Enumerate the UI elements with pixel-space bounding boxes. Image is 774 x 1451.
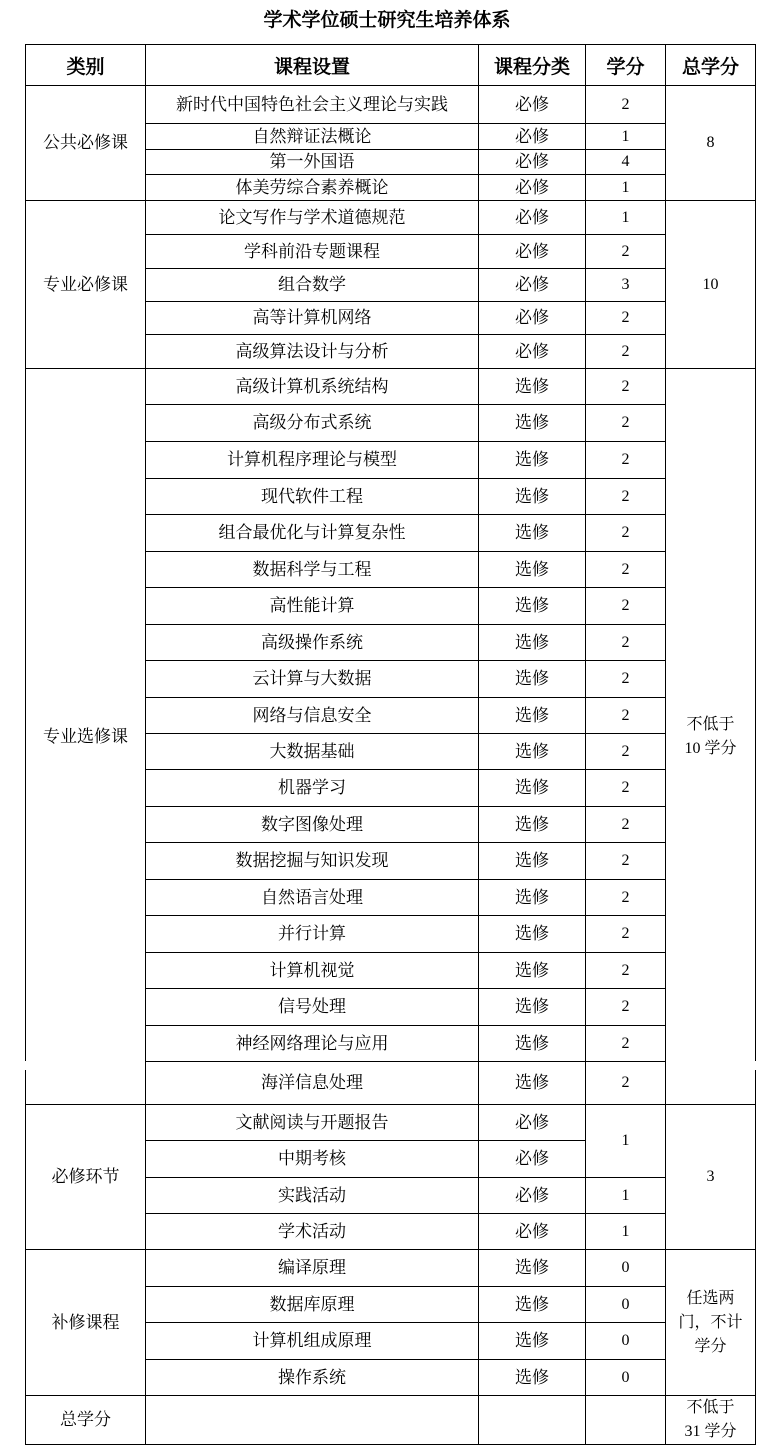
course-type (478, 1322, 586, 1360)
course-credit (585, 1104, 666, 1178)
category-major-elective (25, 368, 146, 1105)
course-credit-text: 2 (621, 706, 630, 724)
footer-credit (585, 1395, 666, 1445)
category-public (25, 85, 146, 201)
course-credit (585, 1359, 666, 1396)
course-name-text: 网络与信息安全 (252, 705, 372, 726)
course-credit (585, 697, 666, 734)
course-type (478, 85, 586, 124)
header-total-text: 总学分 (681, 55, 739, 78)
course-credit-text: 0 (621, 1295, 630, 1313)
category-required-links-text: 必修环节 (51, 1167, 120, 1187)
course-type (478, 551, 586, 588)
course-credit-text: 0 (621, 1368, 630, 1386)
course-type-text: 选修 (515, 559, 549, 580)
course-credit (585, 842, 666, 880)
course-name (145, 301, 479, 335)
course-type (478, 587, 586, 625)
course-credit (585, 268, 666, 302)
course-type-text: 选修 (515, 669, 549, 689)
course-name-text: 海洋信息处理 (261, 1073, 363, 1093)
course-type-text: 必修 (515, 308, 549, 328)
category-makeup-text: 补修课程 (51, 1312, 120, 1333)
course-type-text: 必修 (515, 1185, 549, 1206)
course-credit-text: 2 (621, 1034, 630, 1052)
group-total-major-required-text: 10 (702, 275, 719, 293)
group-total-required-links (665, 1104, 756, 1250)
course-credit-text: 1 (621, 208, 630, 226)
course-name (145, 123, 479, 150)
course-credit-text: 2 (621, 560, 630, 578)
header-type-text: 课程分类 (493, 55, 570, 78)
course-name (145, 842, 479, 880)
course-name (145, 268, 479, 302)
course-name-text: 体美劳综合素养概论 (235, 177, 389, 198)
course-type-text: 选修 (515, 851, 549, 871)
course-name-text: 信号处理 (278, 997, 346, 1017)
course-credit (585, 1025, 666, 1062)
course-name (145, 1213, 479, 1250)
course-type-text: 选修 (515, 887, 549, 908)
course-type-text: 必修 (515, 1221, 549, 1242)
course-credit-text: 1 (621, 127, 630, 145)
course-type-text: 选修 (515, 997, 549, 1017)
course-name-text: 实践活动 (278, 1185, 346, 1206)
course-credit (585, 301, 666, 335)
footer-category (25, 1395, 146, 1445)
course-name (145, 879, 479, 916)
course-credit-text: 2 (621, 961, 630, 979)
course-type-text: 选修 (515, 741, 549, 762)
course-credit-text: 2 (621, 597, 630, 614)
category-major-required (25, 200, 146, 369)
course-name (145, 514, 479, 552)
course-credit-text: 1 (621, 1132, 630, 1149)
course-type-text: 必修 (515, 241, 549, 262)
course-credit-text: 1 (621, 178, 630, 196)
course-name-text: 自然语言处理 (261, 887, 363, 908)
footer-total (665, 1395, 756, 1445)
course-name (145, 806, 479, 843)
course-credit-text: 2 (621, 95, 630, 113)
category-major-required-text: 专业必修课 (43, 274, 128, 295)
course-name (145, 1286, 479, 1323)
course-name (145, 368, 479, 405)
group-total-public-text: 8 (706, 134, 715, 151)
course-type (478, 334, 586, 369)
course-credit (585, 769, 666, 807)
course-name (145, 1249, 479, 1287)
course-type-text: 选修 (515, 1033, 549, 1054)
course-type-text: 必修 (515, 126, 549, 147)
course-credit (585, 1213, 666, 1250)
course-type (478, 879, 586, 916)
course-type-text: 选修 (515, 523, 549, 543)
course-name-text: 数据挖掘与知识发现 (235, 851, 389, 871)
course-name (145, 1177, 479, 1214)
course-type-text: 选修 (515, 924, 549, 944)
course-name (145, 952, 479, 989)
page-break-gap (751, 1061, 757, 1070)
course-name (145, 1359, 479, 1396)
course-credit-text: 2 (621, 377, 630, 395)
course-name-text: 高级算法设计与分析 (235, 341, 389, 362)
course-type-text: 选修 (515, 1258, 549, 1278)
course-credit-text: 2 (621, 670, 630, 687)
header-credit-text: 学分 (606, 55, 645, 78)
course-name (145, 1140, 479, 1178)
course-name (145, 587, 479, 625)
course-credit (585, 952, 666, 989)
course-type (478, 1286, 586, 1323)
course-type (478, 301, 586, 335)
course-type-text: 选修 (515, 705, 549, 726)
category-makeup (25, 1249, 146, 1396)
footer-total-text: 不低于 31 学分 (684, 1399, 737, 1440)
course-credit-text: 0 (621, 1332, 630, 1349)
course-credit-text: 2 (621, 633, 630, 651)
course-credit (585, 1322, 666, 1360)
course-name-text: 组合数学 (278, 275, 346, 295)
course-type (478, 441, 586, 479)
course-credit (585, 1249, 666, 1287)
course-name-text: 中期考核 (278, 1149, 346, 1169)
course-name (145, 988, 479, 1026)
course-credit (585, 879, 666, 916)
course-credit (585, 149, 666, 175)
header-total (665, 44, 756, 86)
footer-type (478, 1395, 586, 1445)
course-name-text: 新时代中国特色社会主义理论与实践 (176, 94, 448, 115)
course-name (145, 174, 479, 201)
course-type (478, 988, 586, 1026)
course-credit-text: 2 (621, 925, 630, 942)
course-type (478, 514, 586, 552)
course-name-text: 数据库原理 (269, 1294, 355, 1315)
course-credit (585, 514, 666, 552)
course-name-text: 数字图像处理 (261, 814, 363, 835)
course-type (478, 1061, 586, 1105)
course-name-text: 自然辩证法概论 (252, 126, 372, 147)
course-type (478, 200, 586, 235)
course-name (145, 551, 479, 588)
course-type-text: 必修 (515, 1112, 549, 1133)
course-credit (585, 551, 666, 588)
course-type (478, 806, 586, 843)
course-name-text: 并行计算 (278, 924, 346, 944)
course-type (478, 234, 586, 269)
course-name-text: 操作系统 (278, 1367, 346, 1388)
course-type-text: 选修 (515, 960, 549, 981)
course-type (478, 1025, 586, 1062)
course-type (478, 368, 586, 405)
page-title: 学术学位硕士研究生培养体系 (263, 9, 511, 31)
header-course (145, 44, 479, 86)
category-public-text: 公共必修课 (43, 133, 128, 153)
course-credit-text: 1 (621, 1186, 630, 1204)
course-type-text: 选修 (515, 450, 549, 470)
header-credit (585, 44, 666, 86)
header-category-text: 类别 (66, 55, 105, 78)
course-name-text: 第一外国语 (269, 152, 355, 172)
course-credit-text: 2 (621, 742, 630, 760)
course-credit (585, 1286, 666, 1323)
course-name (145, 915, 479, 953)
course-name (145, 1061, 479, 1105)
course-type (478, 624, 586, 661)
course-credit (585, 733, 666, 770)
course-credit-text: 2 (621, 998, 630, 1015)
course-type-text: 选修 (515, 376, 549, 397)
course-credit (585, 334, 666, 369)
group-total-public (665, 85, 756, 201)
course-type (478, 1177, 586, 1214)
course-credit (585, 587, 666, 625)
course-name-text: 神经网络理论与应用 (235, 1033, 389, 1054)
course-credit (585, 441, 666, 479)
course-type-text: 选修 (515, 596, 549, 616)
course-name (145, 697, 479, 734)
course-type (478, 478, 586, 515)
course-type (478, 769, 586, 807)
course-type (478, 952, 586, 989)
course-type (478, 404, 586, 442)
course-type (478, 174, 586, 201)
header-course-text: 课程设置 (273, 55, 350, 78)
header-category (25, 44, 146, 86)
course-name (145, 149, 479, 175)
course-type-text: 必修 (515, 177, 549, 198)
course-type (478, 123, 586, 150)
course-credit-text: 1 (621, 1222, 630, 1240)
group-total-makeup-text: 任选两 门，不计 学分 (678, 1289, 743, 1355)
course-type (478, 1359, 586, 1396)
course-type (478, 1249, 586, 1287)
course-credit (585, 1061, 666, 1105)
category-required-links (25, 1104, 146, 1250)
course-name-text: 计算机视觉 (269, 960, 355, 981)
group-total-major-elective (665, 368, 756, 1105)
course-credit-text: 2 (621, 852, 630, 869)
course-type (478, 915, 586, 953)
course-name (145, 478, 479, 515)
course-name (145, 1025, 479, 1062)
course-name-text: 学科前沿专题课程 (244, 241, 380, 262)
course-type (478, 149, 586, 175)
course-credit (585, 123, 666, 150)
group-total-major-required (665, 200, 756, 369)
group-total-major-elective-text: 不低于 10 学分 (684, 715, 737, 757)
course-credit-text: 2 (621, 1074, 630, 1091)
course-credit-text: 2 (621, 815, 630, 833)
course-credit-text: 2 (621, 487, 630, 505)
group-total-makeup (665, 1249, 756, 1396)
course-credit (585, 478, 666, 515)
course-credit (585, 624, 666, 661)
course-type-text: 选修 (515, 413, 549, 433)
course-name (145, 660, 479, 698)
course-name-text: 高级分布式系统 (252, 413, 372, 433)
course-credit (585, 404, 666, 442)
course-name (145, 334, 479, 369)
course-credit (585, 1177, 666, 1214)
course-type (478, 268, 586, 302)
course-type-text: 选修 (515, 632, 549, 653)
course-type-text: 必修 (515, 275, 549, 295)
course-credit-text: 3 (621, 276, 630, 293)
course-credit (585, 200, 666, 235)
course-name-text: 组合最优化与计算复杂性 (218, 523, 406, 543)
course-credit (585, 234, 666, 269)
course-credit (585, 85, 666, 124)
course-name-text: 云计算与大数据 (252, 669, 372, 689)
course-credit (585, 988, 666, 1026)
course-name-text: 高级操作系统 (261, 632, 363, 653)
course-type-text: 选修 (515, 1294, 549, 1315)
course-name (145, 769, 479, 807)
course-name-text: 高级计算机系统结构 (235, 376, 389, 397)
course-type (478, 697, 586, 734)
course-type-text: 选修 (515, 778, 549, 798)
course-type-text: 选修 (515, 486, 549, 507)
course-type (478, 1213, 586, 1250)
category-major-elective-text: 专业选修课 (43, 726, 128, 747)
course-credit-text: 2 (621, 888, 630, 906)
course-type-text: 必修 (515, 341, 549, 362)
course-credit (585, 806, 666, 843)
course-name (145, 441, 479, 479)
course-name (145, 733, 479, 770)
course-credit-text: 0 (621, 1259, 630, 1276)
course-name (145, 1322, 479, 1360)
course-name-text: 数据科学与工程 (252, 559, 372, 580)
course-credit-text: 4 (621, 153, 630, 170)
course-type-text: 选修 (515, 1331, 549, 1351)
course-type (478, 842, 586, 880)
course-credit-text: 2 (621, 524, 630, 541)
course-type-text: 必修 (515, 152, 549, 172)
course-credit-text: 2 (621, 779, 630, 796)
course-name (145, 85, 479, 124)
course-name-text: 论文写作与学术道德规范 (218, 207, 406, 228)
course-credit-text: 2 (621, 451, 630, 468)
course-type (478, 733, 586, 770)
course-type-text: 选修 (515, 1073, 549, 1093)
course-name-text: 高性能计算 (269, 596, 355, 616)
course-type (478, 660, 586, 698)
header-type (478, 44, 586, 86)
footer-course (145, 1395, 479, 1445)
course-name (145, 624, 479, 661)
course-name-text: 高等计算机网络 (252, 308, 372, 328)
course-credit (585, 660, 666, 698)
course-type-text: 选修 (515, 814, 549, 835)
course-name-text: 编译原理 (278, 1258, 346, 1278)
course-name-text: 计算机程序理论与模型 (227, 450, 397, 470)
course-type-text: 必修 (515, 1149, 549, 1169)
course-name (145, 404, 479, 442)
course-name-text: 现代软件工程 (261, 486, 363, 507)
course-name (145, 234, 479, 269)
course-credit-text: 2 (621, 309, 630, 326)
course-name-text: 学术活动 (278, 1221, 346, 1242)
course-credit-text: 2 (621, 414, 630, 431)
course-type-text: 必修 (515, 94, 549, 115)
course-name-text: 机器学习 (278, 778, 346, 798)
footer-category-text: 总学分 (60, 1410, 111, 1430)
course-name-text: 计算机组成原理 (252, 1331, 372, 1351)
course-credit (585, 174, 666, 201)
course-name (145, 200, 479, 235)
group-total-required-links-text: 3 (706, 1168, 715, 1185)
course-type (478, 1140, 586, 1178)
course-type (478, 1104, 586, 1141)
page-break-gap (23, 1061, 29, 1070)
course-credit (585, 915, 666, 953)
course-credit (585, 368, 666, 405)
course-type-text: 选修 (515, 1367, 549, 1388)
course-credit-text: 2 (621, 242, 630, 260)
course-name-text: 文献阅读与开题报告 (235, 1112, 389, 1133)
course-name-text: 大数据基础 (269, 741, 355, 762)
course-credit-text: 2 (621, 342, 630, 360)
course-type-text: 必修 (515, 207, 549, 228)
course-name (145, 1104, 479, 1141)
